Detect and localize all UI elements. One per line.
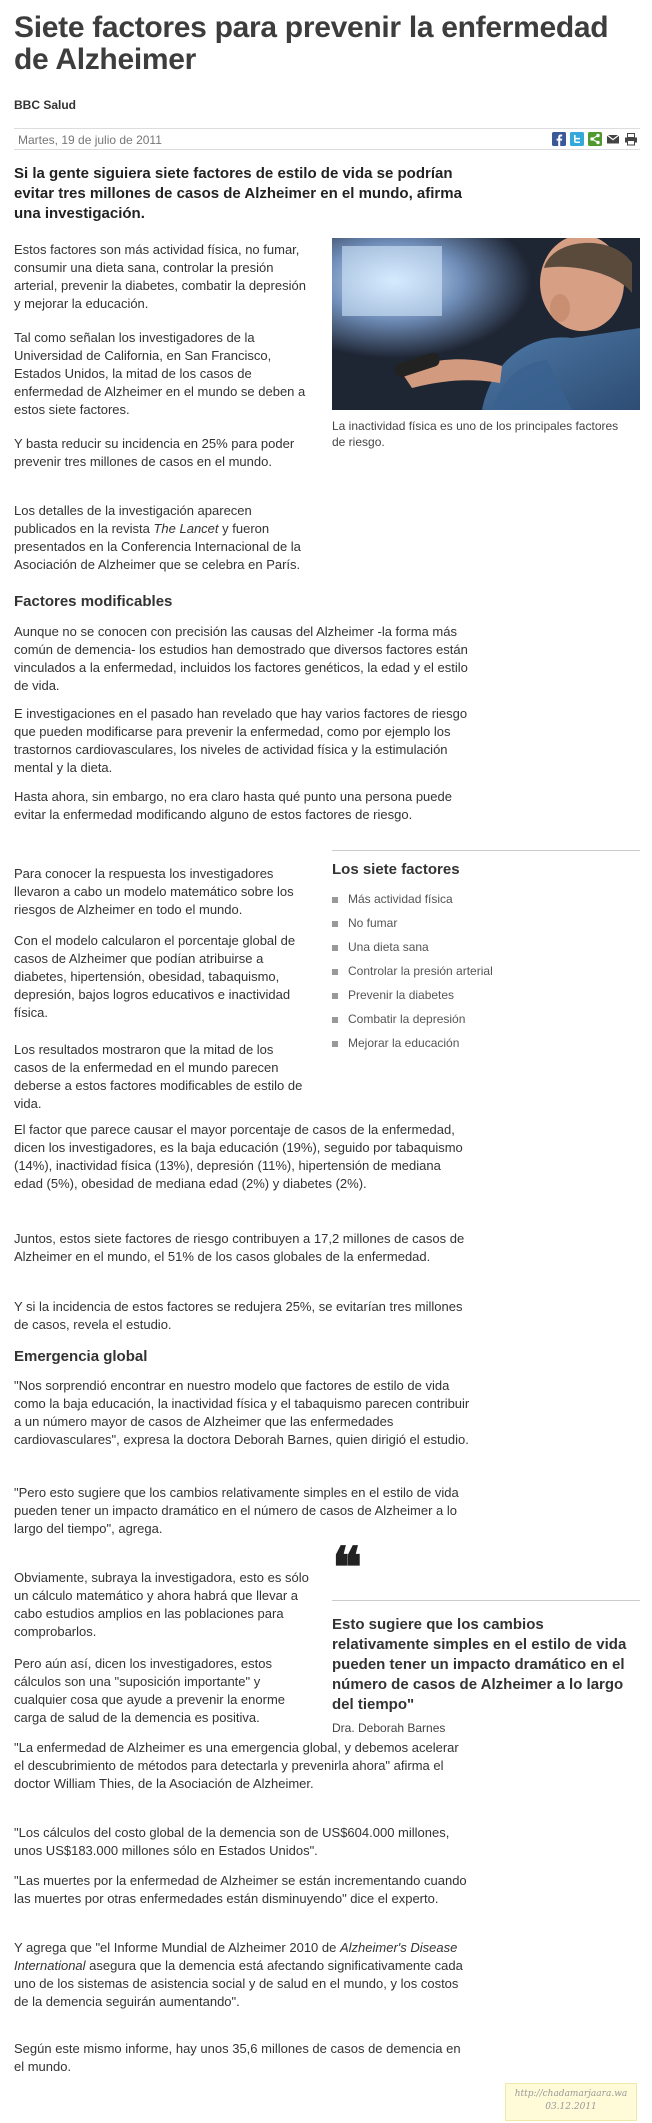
paragraph: Pero aún así, dicen los investigadores, estos cálculos son una "suposición importante" y cualquier cosa que ayude a prevenir la enorme carga de salud de la demencia es positiva.	[14, 1656, 286, 1725]
section-label[interactable]: BBC Salud	[14, 98, 77, 112]
text-run: y fueron presentados en la Conferencia Internacional de la Asociación de Alzheimer que se celebra en París.	[14, 521, 301, 572]
factors-box-title: Los siete factores	[332, 861, 460, 878]
paragraph: Para conocer la respuesta los investigadores llevaron a cabo un modelo matemático sobre los riesgos de Alzheimer en todo el mundo.	[14, 866, 294, 917]
paragraph: Con el modelo calcularon el porcentaje global de casos de Alzheimer que podían atribuirse a diabetes, hipertensión, obesidad, tabaquismo, depresión, bajos logros educativos e inactividad física.	[14, 933, 296, 1020]
article	[14, 11, 640, 2074]
article-photo	[332, 238, 640, 410]
paragraph: E investigaciones en el pasado han revelado que hay varios factores de riesgo que pueden modificarse para prevenir la enfermedad, como por ejemplo los trastornos cardiovasculares, los niveles de actividad física y la estimulación mental y la dieta.	[14, 706, 468, 775]
article-intro: Si la gente siguiera siete factores de estilo de vida se podrían evitar tres millones de casos de Alzheimer en el mundo, afirma una investigación.	[14, 165, 462, 222]
twitter-icon[interactable]	[570, 132, 584, 146]
factors-list	[332, 892, 640, 1051]
paragraph: El factor que parece causar el mayor porcentaje de casos de la enfermedad, dicen los investigadores, es la baja educación (19%), seguido por tabaquismo (14%), inactividad física (13%), depresión (11%), hipertensión de mediana edad (5%), obesidad de mediana edad (2%) y diabetes (2%).	[14, 1122, 463, 1191]
facebook-icon[interactable]	[552, 132, 566, 146]
text-run: asegura que la demencia está afectando significativamente cada uno de los sistemas de asistencia social y de salud en el mundo, y los costos de la demencia seguirán aumentando".	[14, 1958, 463, 2009]
quote-author: Dra. Deborah Barnes	[332, 1721, 446, 1735]
list-item: No fumar	[332, 916, 640, 931]
tv-viewer-image	[332, 238, 640, 410]
watermark-url: http://chadamarjaara.wa	[514, 2089, 628, 2099]
journal-name: The Lancet	[153, 521, 219, 536]
paragraph	[14, 502, 314, 574]
paragraph: Los resultados mostraron que la mitad de los casos de la enfermedad en el mundo parecen deberse a estos factores modificables de estilo de vida.	[14, 1042, 303, 1111]
paragraph: Tal como señalan los investigadores de la Universidad de California, en San Francisco, Estados Unidos, la mitad de los casos de enfermedad de Alzheimer en el mundo se deben a estos siete factores.	[14, 330, 306, 417]
list-item: Controlar la presión arterial	[332, 964, 640, 979]
watermark-date: 03.12.2011	[545, 2102, 597, 2112]
section-heading: Emergencia global	[14, 1348, 148, 1365]
text-run: Los detalles de la investigación aparecen publicados en la revista	[14, 503, 252, 536]
paragraph: Según este mismo informe, hay unos 35,6 millones de casos de demencia en el mundo.	[14, 2041, 461, 2074]
section-heading: Factores modificables	[14, 593, 173, 610]
email-icon[interactable]	[606, 132, 620, 146]
text-run: Y agrega que "el Informe Mundial de Alzheimer 2010 de	[14, 1940, 340, 1955]
paragraph: Estos factores son más actividad física, no fumar, consumir una dieta sana, controlar la presión arterial, prevenir la diabetes, combatir la depresión y mejorar la educación.	[14, 242, 306, 311]
publish-date: Martes, 19 de julio de 2011	[18, 133, 162, 147]
paragraph: "Las muertes por la enfermedad de Alzheimer se están incrementando cuando las muertes por otras enfermedades están disminuyendo" dice el experto.	[14, 1873, 467, 1906]
share-icon[interactable]	[588, 132, 602, 146]
paragraph: Obviamente, subraya la investigadora, esto es sólo un cálculo matemático y ahora habrá que llevar a cabo estudios amplios en las poblaciones para comprobarlos.	[14, 1570, 309, 1639]
paragraph: Y si la incidencia de estos factores se redujera 25%, se evitarían tres millones de casos, revela el estudio.	[14, 1299, 463, 1332]
print-icon[interactable]	[624, 132, 638, 146]
list-item: Una dieta sana	[332, 940, 640, 955]
list-item: Combatir la depresión	[332, 1012, 640, 1027]
pull-quote	[332, 1535, 640, 1735]
factors-box	[332, 850, 640, 1060]
photo-caption: La inactividad física es uno de los principales factores de riesgo.	[332, 419, 619, 449]
quote-divider	[332, 1600, 640, 1601]
paragraph: "La enfermedad de Alzheimer es una emergencia global, y debemos acelerar el descubrimiento de métodos para detectarla y prevenirla ahora" afirma el doctor William Thies, de la Asociación de Alzheimer.	[14, 1740, 459, 1791]
quote-mark-icon: ❝	[332, 1535, 363, 1601]
quote-text: Esto sugiere que los cambios relativamente simples en el estilo de vida pueden tener un impacto dramático en el número de casos de Alzheimer a lo largo del tiempo"	[332, 1616, 627, 1713]
paragraph: Hasta ahora, sin embargo, no era claro hasta qué punto una persona puede evitar la enfermedad modificando alguno de estos factores de riesgo.	[14, 789, 452, 822]
watermark-stamp	[505, 2083, 637, 2121]
paragraph: Y basta reducir su incidencia en 25% para poder prevenir tres millones de casos en el mundo.	[14, 436, 295, 469]
paragraph	[14, 1939, 472, 2011]
page-title: Siete factores para prevenir la enfermedad de Alzheimer	[14, 11, 609, 76]
list-item: Más actividad física	[332, 892, 640, 907]
paragraph: "Los cálculos del costo global de la demencia son de US$604.000 millones, unos US$183.000 millones sólo en Estados Unidos".	[14, 1825, 450, 1858]
share-toolbar	[552, 132, 638, 146]
paragraph: Juntos, estos siete factores de riesgo contribuyen a 17,2 millones de casos de Alzheimer en el mundo, el 51% de los casos globales de la enfermedad.	[14, 1231, 465, 1264]
list-item: Prevenir la diabetes	[332, 988, 640, 1003]
organization-name: Alzheimer's Disease International	[14, 1940, 458, 1973]
list-item: Mejorar la educación	[332, 1036, 640, 1051]
paragraph: Aunque no se conocen con precisión las causas del Alzheimer -la forma más común de demencia- los estudios han demostrado que diversos factores están vinculados a la enfermedad, incluidos los factores genéticos, la edad y el estilo de vida.	[14, 624, 468, 693]
paragraph: "Nos sorprendió encontrar en nuestro modelo que factores de estilo de vida como la baja educación, la inactividad física y el tabaquismo parecen contribuir a un número mayor de casos de Alzheimer que las enfermedades cardiovasculares", expresa la doctora Deborah Barnes, quien dirigió el estudio.	[14, 1378, 470, 1447]
paragraph: "Pero esto sugiere que los cambios relativamente simples en el estilo de vida pueden tener un impacto dramático en el número de casos de Alzheimer a lo largo del tiempo", agrega.	[14, 1485, 459, 1536]
dateline-bar	[14, 128, 640, 150]
